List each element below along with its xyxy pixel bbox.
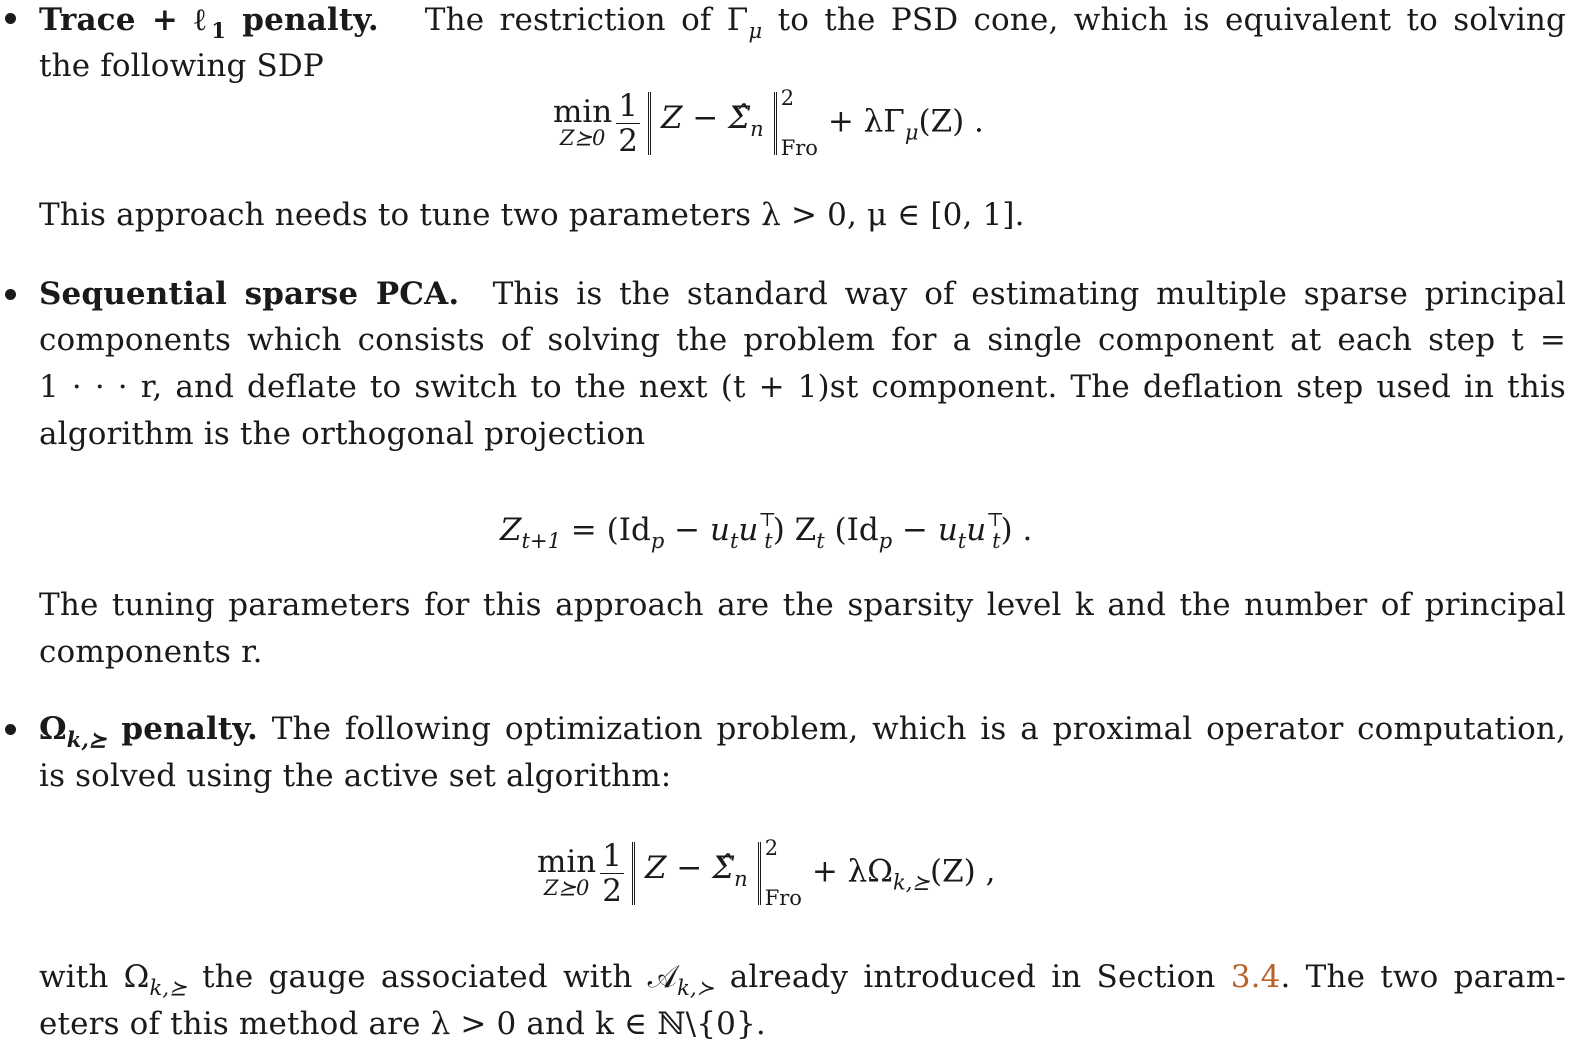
- section-ref-link[interactable]: 3.4: [1230, 959, 1281, 995]
- item-line: $\Omega_{k,⪰}$ penalty. The following optimization problem, which is a proximal operator computation,: [39, 711, 1567, 752]
- item-line: the following SDP: [39, 48, 324, 84]
- equation-sdp: min Z⪰0 $\frac{1}{2}$ $Z - \Sigmâ_n$ 2 Fro + $\lambda\Gamma_\mu(Z)$ .: [553, 86, 984, 160]
- item-line: components which consists of solving the problem for a single component at each step t =: [39, 322, 1566, 358]
- item-line: This approach needs to tune two parameters λ > 0, μ ∈ [0, 1].: [39, 197, 1025, 233]
- item-heading: Sequential sparse PCA.: [39, 276, 460, 312]
- item-heading: $\Omega_{k,⪰}$ penalty.: [39, 711, 258, 752]
- item-line: eters of this method are λ > 0 and k ∈ ℕ\{0}.: [39, 1006, 766, 1042]
- item-line: The tuning parameters for this approach are the sparsity level k and the number of principal: [39, 587, 1566, 623]
- bullet-icon: [5, 289, 16, 300]
- item-line: Trace + ℓ$_1$ penalty. The restriction of $\Gamma_\mu$ to the PSD cone, which is equivalent to solving: [39, 2, 1567, 43]
- bullet-icon: [5, 13, 16, 24]
- item-heading: Trace + ℓ$_1$ penalty.: [39, 2, 379, 43]
- item-line: with $\Omega_{k,⪰}$ the gauge associated with 𝒜$_{k,≻}$ already introduced in Section 3.4. The two param-: [39, 959, 1566, 1000]
- bullet-icon: [5, 724, 16, 735]
- item-line: components r.: [39, 634, 263, 670]
- item-line: Sequential sparse PCA. This is the standard way of estimating multiple sparse principal: [39, 276, 1566, 312]
- item-line: algorithm is the orthogonal projection: [39, 416, 646, 452]
- item-line: is solved using the active set algorithm:: [39, 758, 672, 794]
- item-line: 1 · · · r, and deflate to switch to the next (t + 1)st component. The deflation step used in this: [39, 369, 1566, 405]
- equation-prox: min Z⪰0 $\frac{1}{2}$ $Z - \Sigmâ_n$ 2 Fro + $\lambda\Omega_{k,⪰}(Z)$ ,: [537, 836, 996, 910]
- equation-deflation: $Z_{t+1} = (Id_p - u_tu^⊤_t)$ $Z_t$ $(Id_p - u_tu^⊤_t)$ .: [500, 509, 1033, 553]
